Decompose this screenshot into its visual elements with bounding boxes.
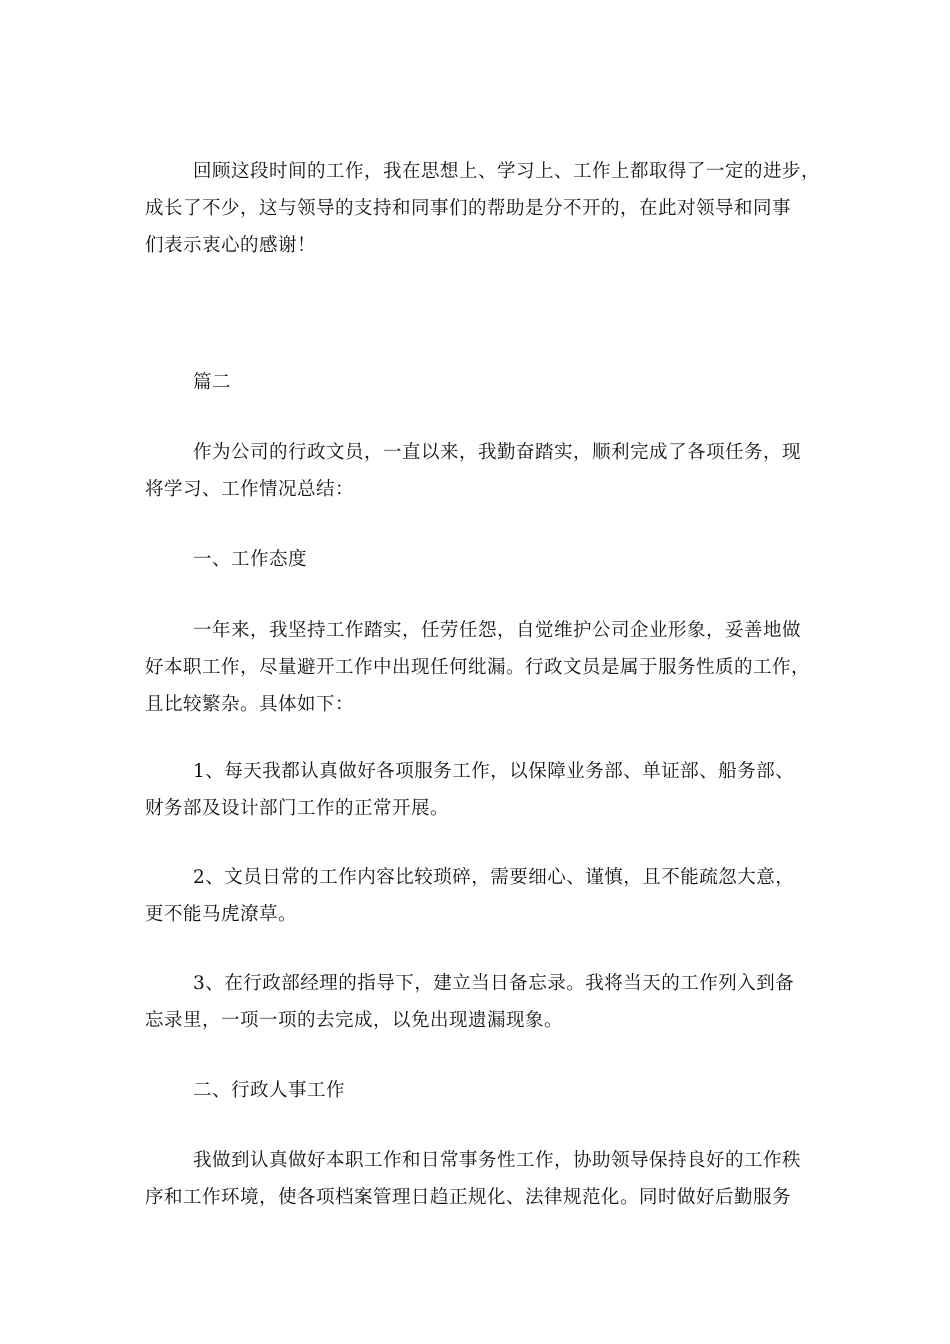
list-item-1 (145, 753, 810, 827)
text-line: 2、文员日常的工作内容比较琐碎，需要细心、谨慎，且不能疏忽大意， (193, 867, 795, 888)
list-item-3 (145, 965, 810, 1039)
text-line: 一年来，我坚持工作踏实，任劳任怨，自觉维护公司企业形象，妥善地做 (193, 620, 802, 641)
text-line: 我做到认真做好本职工作和日常事务性工作，协助领导保持良好的工作秩 (193, 1150, 802, 1171)
text-line: 二、行政人事工作 (193, 1080, 346, 1101)
text-line: 忘录里，一项一项的去完成，以免出现遗漏现象。 (145, 1010, 564, 1031)
text-line: 们表示衷心的感谢！ (145, 235, 317, 256)
intro-paragraph (145, 153, 821, 264)
text-line: 财务部及设计部门工作的正常开展。 (145, 798, 450, 819)
admin-paragraph (145, 1142, 810, 1216)
text-line: 1、每天我都认真做好各项服务工作，以保障业务部、单证部、船务部、 (193, 761, 795, 782)
text-line: 成长了不少，这与领导的支持和同事们的帮助是分不开的，在此对领导和同事 (145, 198, 792, 219)
list-item-2 (145, 859, 810, 933)
text-line: 一、工作态度 (193, 549, 308, 570)
section-title (145, 364, 810, 401)
text-line: 回顾这段时间的工作，我在思想上、学习上、工作上都取得了一定的进步， (193, 161, 821, 182)
text-line: 篇二 (193, 372, 232, 393)
text-line: 3、在行政部经理的指导下，建立当日备忘录。我将当天的工作列入到备 (193, 973, 795, 994)
heading-work-attitude (145, 541, 810, 578)
attitude-paragraph (145, 612, 810, 723)
opening-paragraph (145, 434, 810, 508)
text-line: 将学习、工作情况总结： (145, 479, 355, 500)
text-line: 更不能马虎潦草。 (145, 904, 298, 925)
heading-admin-hr (145, 1072, 810, 1109)
text-line: 好本职工作，尽量避开工作中出现任何纰漏。行政文员是属于服务性质的工作， (145, 657, 811, 678)
text-line: 作为公司的行政文员，一直以来，我勤奋踏实，顺利完成了各项任务，现 (193, 442, 802, 463)
text-line: 序和工作环境，使各项档案管理日趋正规化、法律规范化。同时做好后勤服务 (145, 1187, 792, 1208)
text-line: 且比较繁杂。具体如下： (145, 694, 355, 715)
